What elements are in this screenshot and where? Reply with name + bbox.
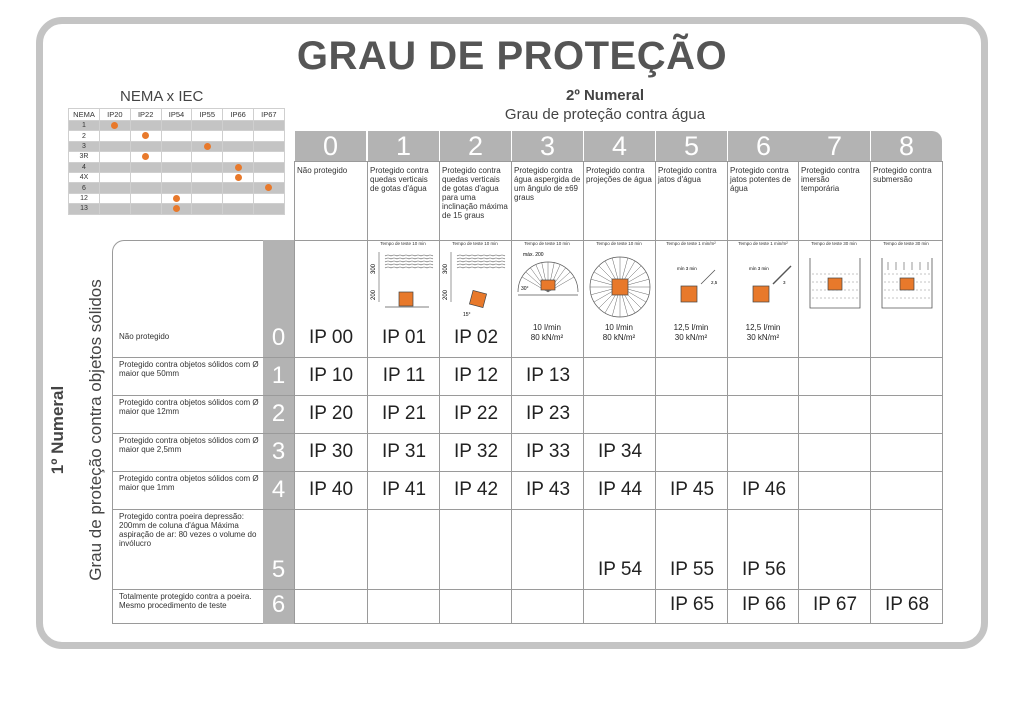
page-title: GRAU DE PROTEÇÃO <box>296 34 728 78</box>
solid-row-desc: Protegido contra poeira depressão: 200mm de coluna d'água Máxima aspiração de ar: 80 vezes o volume do invólucro <box>119 512 257 548</box>
ip-code: IP 12 <box>453 365 499 386</box>
submersion-illustration <box>872 250 942 318</box>
nema-col-ip55: IP55 <box>192 109 223 121</box>
ip-code: IP 22 <box>453 403 499 424</box>
solid-row-number-3: 3 <box>271 438 286 465</box>
spec-flow: 10 l/min <box>604 323 633 332</box>
jet-illustration <box>657 250 727 318</box>
nema-col-ip66: IP66 <box>223 109 254 121</box>
water-col-header-4: 4 <box>584 131 655 161</box>
drip-inclined-illustration <box>441 250 511 318</box>
splash-illustration <box>585 250 655 318</box>
grid-hline <box>112 589 943 590</box>
grid-hline <box>112 433 943 434</box>
ip-code: IP 66 <box>741 594 787 615</box>
ip-code: IP 41 <box>381 479 427 500</box>
spec-pressure: 30 kN/m² <box>674 333 708 342</box>
solid-row-number-2: 2 <box>271 400 286 427</box>
ip-code: IP 31 <box>381 441 427 462</box>
grid-hline <box>112 471 943 472</box>
ip-code: IP 00 <box>308 327 354 348</box>
water-col-desc: Protegido contra quedas verticais de gotas d'água <box>370 166 429 193</box>
ip-code: IP 01 <box>381 327 427 348</box>
ip-code: IP 45 <box>669 479 715 500</box>
nema-col-ip20: IP20 <box>100 109 131 121</box>
ip-code: IP 54 <box>597 559 643 580</box>
svg-text:mín 3 min: mín 3 min <box>677 266 697 271</box>
grid-hline <box>294 240 943 241</box>
test-spec <box>728 323 798 343</box>
water-col-header-3: 3 <box>512 131 583 161</box>
grid-hline <box>112 509 943 510</box>
nema-row-label: 1 <box>69 121 100 131</box>
first-numeral-title: 1º Numeral <box>48 385 67 475</box>
water-col-header-1: 1 <box>368 131 439 161</box>
solid-row-number-4: 4 <box>271 476 286 503</box>
water-col-header-7: 7 <box>799 131 870 161</box>
test-duration: Tempo de teste 10 min <box>380 241 426 246</box>
water-col-desc: Protegido contra projeções de água <box>586 166 652 184</box>
test-duration: Tempo de teste 10 min <box>596 241 642 246</box>
test-duration: Tempo de teste 30 min <box>883 241 929 246</box>
solid-row-desc: Protegido contra objetos sólidos com Ø maior que 12mm <box>119 398 259 416</box>
ip-code: IP 42 <box>453 479 499 500</box>
nema-corner-label: NEMA <box>69 109 100 121</box>
nema-row-label: 13 <box>69 204 100 214</box>
ip-code: IP 44 <box>597 479 643 500</box>
grid-hline <box>112 395 943 396</box>
ip-code: IP 11 <box>382 365 426 386</box>
grid-vline <box>870 161 871 624</box>
solid-row-desc: Protegido contra objetos sólidos com Ø maior que 50mm <box>119 360 259 378</box>
spec-pressure: 30 kN/m² <box>746 333 780 342</box>
nema-col-ip67: IP67 <box>253 109 284 121</box>
solid-row-number-6: 6 <box>271 591 286 618</box>
test-duration: Tempo de teste 1 min/m² <box>666 241 716 246</box>
drip-vertical-illustration <box>369 250 439 318</box>
grid-vline <box>942 161 943 624</box>
ip-code: IP 34 <box>597 441 643 462</box>
ip-code: IP 13 <box>525 365 571 386</box>
water-col-desc: Não protegido <box>297 166 348 175</box>
ip-code: IP 10 <box>308 365 354 386</box>
svg-text:200: 200 <box>443 289 449 300</box>
svg-text:300: 300 <box>371 263 377 274</box>
grid-vline <box>727 161 728 624</box>
water-col-desc: Protegido contra imersão temporária <box>801 166 860 193</box>
test-spec <box>584 323 654 343</box>
nema-title: NEMA x IEC <box>120 88 204 105</box>
solid-row-number-1: 1 <box>271 362 286 389</box>
ip-code: IP 32 <box>453 441 499 462</box>
grid-vline <box>294 161 295 624</box>
water-col-desc: Protegido contra água aspergida de um ângulo de ±69 graus <box>514 166 581 202</box>
svg-text:30°: 30° <box>521 286 529 292</box>
ip-code: IP 30 <box>308 441 354 462</box>
spec-flow: 10 l/min <box>532 323 561 332</box>
solid-row-desc: Protegido contra objetos sólidos com Ø maior que 1mm <box>119 474 259 492</box>
spec-pressure: 80 kN/m² <box>602 333 636 342</box>
solid-row-number-0: 0 <box>271 324 286 351</box>
nema-row-label: 12 <box>69 193 100 203</box>
water-col-header-6: 6 <box>728 131 799 161</box>
water-col-header-0: 0 <box>295 131 366 161</box>
test-duration: Tempo de teste 1 min/m² <box>738 241 788 246</box>
second-numeral-subtitle: Grau de proteção contra água <box>504 106 706 123</box>
ip-code: IP 65 <box>669 594 715 615</box>
grid-vline <box>655 161 656 624</box>
immersion-illustration <box>800 250 870 318</box>
nema-row-label: 4X <box>69 172 100 182</box>
water-col-header-8: 8 <box>871 131 942 161</box>
ip-code: IP 46 <box>741 479 787 500</box>
grid-hline <box>112 357 943 358</box>
nema-row-label: 3R <box>69 152 100 162</box>
nema-row-label: 2 <box>69 131 100 141</box>
second-numeral-title: 2º Numeral <box>565 87 644 104</box>
grid-vline <box>367 161 368 624</box>
ip-code: IP 43 <box>525 479 571 500</box>
test-duration: Tempo de teste 10 min <box>524 241 570 246</box>
nema-row-label: 3 <box>69 141 100 151</box>
test-duration: Tempo de teste 10 min <box>452 241 498 246</box>
powerful-jet-illustration <box>729 250 799 318</box>
svg-text:3: 3 <box>783 280 786 285</box>
test-spec <box>656 323 726 343</box>
ip-code: IP 20 <box>308 403 354 424</box>
solid-row-desc: Não protegido <box>119 332 170 341</box>
ip-code: IP 68 <box>884 594 930 615</box>
svg-text:200: 200 <box>371 289 377 300</box>
nema-row-label: 4 <box>69 162 100 172</box>
ip-code: IP 21 <box>381 403 427 424</box>
water-col-desc: Protegido contra jatos d'água <box>658 166 717 184</box>
water-col-header-5: 5 <box>656 131 727 161</box>
solid-row-number-5: 5 <box>271 556 286 583</box>
water-col-desc: Protegido contra jatos potentes de água <box>730 166 791 193</box>
ip-code: IP 02 <box>453 327 499 348</box>
svg-text:300: 300 <box>443 263 449 274</box>
grid-vline <box>439 161 440 624</box>
ip-code: IP 55 <box>669 559 715 580</box>
grid-vline <box>583 161 584 624</box>
ip-code: IP 33 <box>525 441 571 462</box>
water-col-desc: Protegido contra quedas verticais de gotas d'agua para uma inclinação máxima de 15 graus <box>442 166 508 220</box>
solid-row-desc: Totalmente protegido contra a poeira. Mesmo procedimento de teste <box>119 592 252 610</box>
ip-code: IP 67 <box>812 594 858 615</box>
spec-flow: 12,5 l/min <box>745 323 781 332</box>
nema-row-label: 6 <box>69 183 100 193</box>
spec-flow: 12,5 l/min <box>673 323 709 332</box>
grid-vline <box>511 161 512 624</box>
test-duration: Tempo de teste 30 min <box>811 241 857 246</box>
svg-text:2,5: 2,5 <box>711 280 718 285</box>
water-col-desc: Protegido contra submersão <box>873 166 932 184</box>
nema-col-ip54: IP54 <box>161 109 192 121</box>
ip-code: IP 56 <box>741 559 787 580</box>
grid-vline <box>798 161 799 624</box>
spray-illustration <box>513 250 583 318</box>
ip-code: IP 23 <box>525 403 571 424</box>
nema-col-ip22: IP22 <box>130 109 161 121</box>
spec-pressure: 80 kN/m² <box>530 333 564 342</box>
water-col-header-2: 2 <box>440 131 511 161</box>
grid-hline <box>294 161 943 162</box>
ip-code: IP 40 <box>308 479 354 500</box>
svg-text:15°: 15° <box>463 312 471 318</box>
first-numeral-subtitle: Grau de proteção contra objetos sólidos <box>86 279 105 581</box>
solid-row-desc: Protegido contra objetos sólidos com Ø maior que 2,5mm <box>119 436 259 454</box>
svg-text:mín 3 min: mín 3 min <box>749 266 769 271</box>
svg-text:máx. 200: máx. 200 <box>523 252 544 258</box>
test-spec <box>512 323 582 343</box>
